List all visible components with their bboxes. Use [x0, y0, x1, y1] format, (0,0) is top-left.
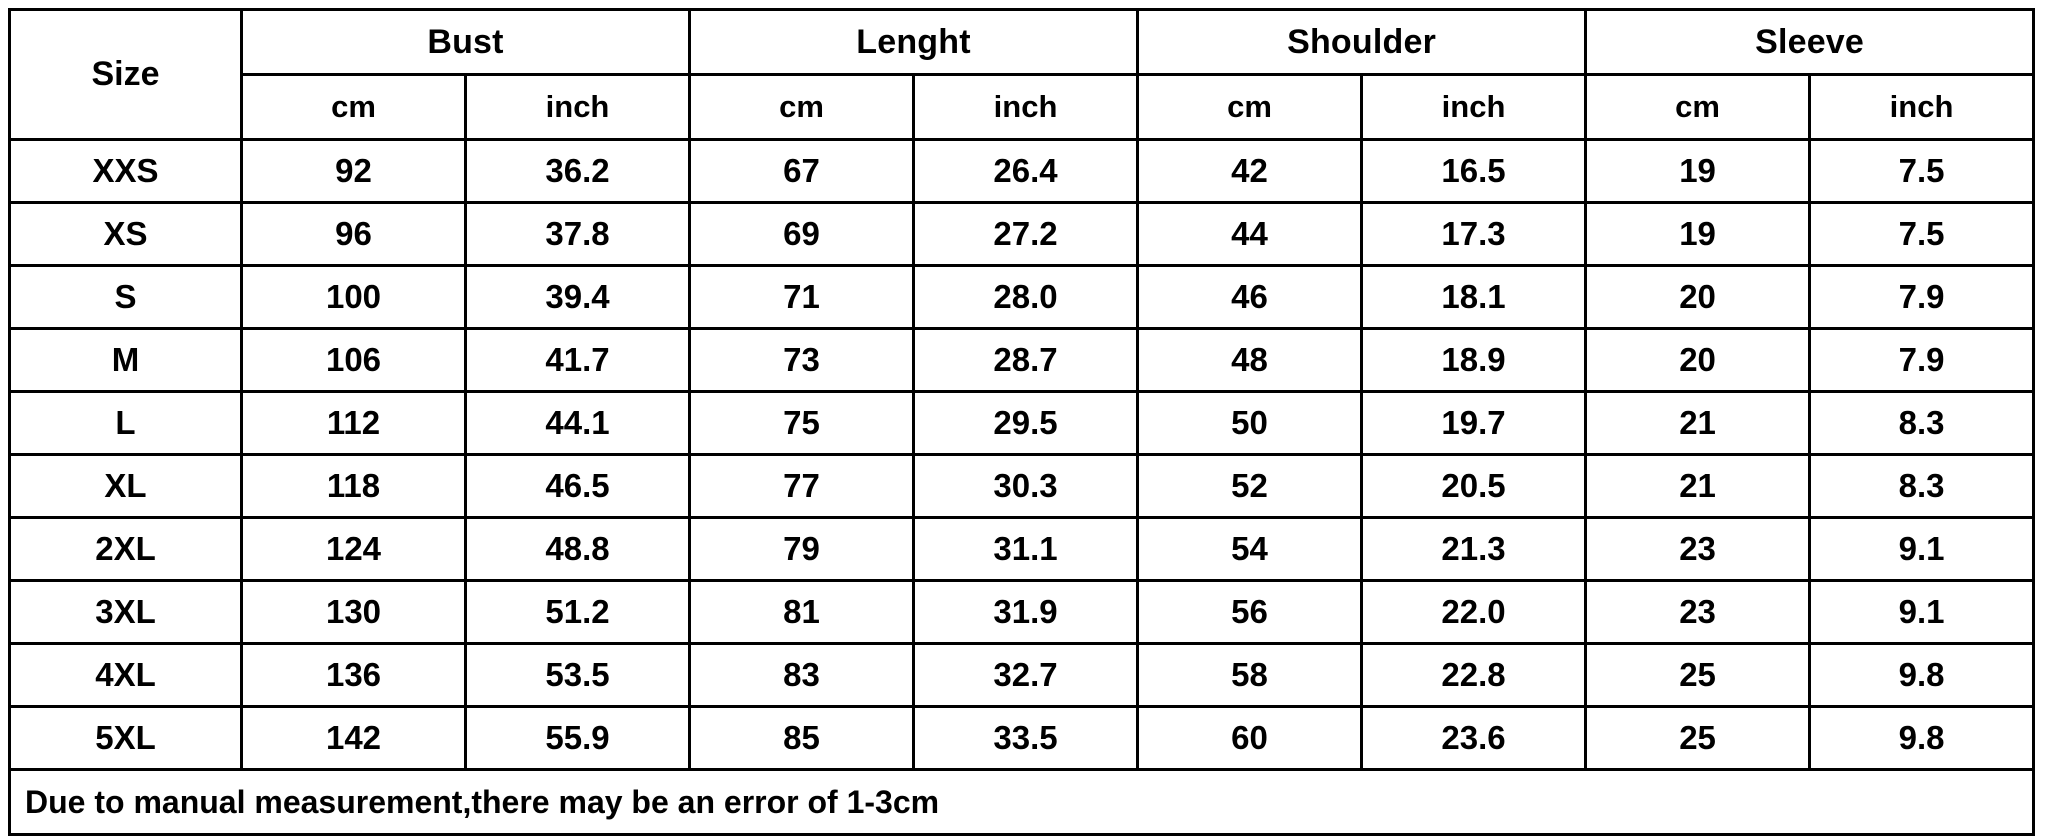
cell-sleeve-inch: 9.1	[1810, 518, 2034, 581]
unit-header-sleeve-cm: cm	[1586, 75, 1810, 140]
cell-sleeve-inch: 8.3	[1810, 392, 2034, 455]
cell-shoulder-cm: 44	[1138, 203, 1362, 266]
cell-lenght-inch: 33.5	[914, 707, 1138, 770]
cell-shoulder-cm: 60	[1138, 707, 1362, 770]
table-row	[10, 203, 2034, 266]
cell-bust-inch: 41.7	[466, 329, 690, 392]
table-row	[10, 581, 2034, 644]
cell-lenght-cm: 85	[690, 707, 914, 770]
size-label: M	[10, 329, 242, 392]
cell-shoulder-inch: 17.3	[1362, 203, 1586, 266]
column-group-shoulder: Shoulder	[1138, 10, 1586, 75]
cell-sleeve-inch: 7.9	[1810, 329, 2034, 392]
cell-sleeve-inch: 8.3	[1810, 455, 2034, 518]
cell-shoulder-inch: 16.5	[1362, 140, 1586, 203]
size-label: 4XL	[10, 644, 242, 707]
cell-bust-inch: 53.5	[466, 644, 690, 707]
cell-sleeve-inch: 7.5	[1810, 140, 2034, 203]
measurement-note: Due to manual measurement,there may be an error of 1-3cm	[10, 770, 2034, 835]
cell-bust-cm: 92	[242, 140, 466, 203]
cell-sleeve-cm: 25	[1586, 707, 1810, 770]
cell-bust-cm: 136	[242, 644, 466, 707]
cell-shoulder-inch: 20.5	[1362, 455, 1586, 518]
unit-header-lenght-inch: inch	[914, 75, 1138, 140]
cell-bust-inch: 48.8	[466, 518, 690, 581]
cell-sleeve-cm: 19	[1586, 203, 1810, 266]
cell-shoulder-inch: 18.1	[1362, 266, 1586, 329]
cell-sleeve-cm: 25	[1586, 644, 1810, 707]
cell-lenght-inch: 31.1	[914, 518, 1138, 581]
cell-sleeve-cm: 21	[1586, 392, 1810, 455]
size-label: XS	[10, 203, 242, 266]
cell-shoulder-cm: 56	[1138, 581, 1362, 644]
size-chart-sheet	[8, 8, 2038, 836]
column-group-sleeve: Sleeve	[1586, 10, 2034, 75]
unit-header-sleeve-inch: inch	[1810, 75, 2034, 140]
cell-lenght-inch: 28.7	[914, 329, 1138, 392]
cell-bust-inch: 55.9	[466, 707, 690, 770]
table-header	[10, 10, 2034, 140]
table-footer	[10, 770, 2034, 835]
cell-lenght-cm: 79	[690, 518, 914, 581]
cell-shoulder-cm: 52	[1138, 455, 1362, 518]
size-label: L	[10, 392, 242, 455]
cell-shoulder-inch: 21.3	[1362, 518, 1586, 581]
header-row-groups	[10, 10, 2034, 75]
footer-row	[10, 770, 2034, 835]
cell-sleeve-inch: 9.1	[1810, 581, 2034, 644]
cell-bust-inch: 44.1	[466, 392, 690, 455]
table-row	[10, 455, 2034, 518]
table-row	[10, 518, 2034, 581]
unit-header-bust-inch: inch	[466, 75, 690, 140]
unit-header-bust-cm: cm	[242, 75, 466, 140]
cell-bust-cm: 100	[242, 266, 466, 329]
header-row-units	[10, 75, 2034, 140]
cell-lenght-inch: 32.7	[914, 644, 1138, 707]
column-group-bust: Bust	[242, 10, 690, 75]
cell-shoulder-cm: 48	[1138, 329, 1362, 392]
table-body	[10, 140, 2034, 770]
size-label: 2XL	[10, 518, 242, 581]
size-label: S	[10, 266, 242, 329]
unit-header-shoulder-inch: inch	[1362, 75, 1586, 140]
cell-bust-cm: 96	[242, 203, 466, 266]
cell-shoulder-inch: 23.6	[1362, 707, 1586, 770]
cell-bust-cm: 130	[242, 581, 466, 644]
cell-lenght-inch: 29.5	[914, 392, 1138, 455]
cell-shoulder-cm: 54	[1138, 518, 1362, 581]
size-label: XL	[10, 455, 242, 518]
cell-lenght-cm: 77	[690, 455, 914, 518]
table-row	[10, 140, 2034, 203]
cell-sleeve-cm: 21	[1586, 455, 1810, 518]
cell-shoulder-inch: 22.0	[1362, 581, 1586, 644]
cell-sleeve-inch: 9.8	[1810, 707, 2034, 770]
cell-bust-cm: 142	[242, 707, 466, 770]
column-header-size: Size	[10, 10, 242, 140]
unit-header-shoulder-cm: cm	[1138, 75, 1362, 140]
cell-lenght-cm: 81	[690, 581, 914, 644]
cell-bust-cm: 124	[242, 518, 466, 581]
cell-lenght-inch: 30.3	[914, 455, 1138, 518]
table-row	[10, 266, 2034, 329]
cell-lenght-inch: 28.0	[914, 266, 1138, 329]
cell-shoulder-inch: 19.7	[1362, 392, 1586, 455]
cell-bust-inch: 46.5	[466, 455, 690, 518]
cell-lenght-cm: 71	[690, 266, 914, 329]
cell-lenght-cm: 67	[690, 140, 914, 203]
cell-bust-inch: 51.2	[466, 581, 690, 644]
size-label: XXS	[10, 140, 242, 203]
table-row	[10, 707, 2034, 770]
cell-sleeve-cm: 20	[1586, 329, 1810, 392]
size-label: 5XL	[10, 707, 242, 770]
table-row	[10, 644, 2034, 707]
cell-shoulder-cm: 42	[1138, 140, 1362, 203]
cell-lenght-cm: 73	[690, 329, 914, 392]
cell-lenght-cm: 75	[690, 392, 914, 455]
cell-shoulder-cm: 46	[1138, 266, 1362, 329]
cell-lenght-cm: 83	[690, 644, 914, 707]
cell-shoulder-cm: 50	[1138, 392, 1362, 455]
column-group-lenght: Lenght	[690, 10, 1138, 75]
cell-lenght-cm: 69	[690, 203, 914, 266]
cell-sleeve-inch: 7.5	[1810, 203, 2034, 266]
cell-shoulder-cm: 58	[1138, 644, 1362, 707]
size-chart-table	[8, 8, 2035, 836]
cell-bust-inch: 37.8	[466, 203, 690, 266]
cell-bust-inch: 39.4	[466, 266, 690, 329]
cell-bust-cm: 106	[242, 329, 466, 392]
cell-sleeve-inch: 9.8	[1810, 644, 2034, 707]
cell-lenght-inch: 27.2	[914, 203, 1138, 266]
table-row	[10, 392, 2034, 455]
cell-shoulder-inch: 18.9	[1362, 329, 1586, 392]
cell-sleeve-cm: 23	[1586, 581, 1810, 644]
cell-shoulder-inch: 22.8	[1362, 644, 1586, 707]
size-label: 3XL	[10, 581, 242, 644]
cell-bust-inch: 36.2	[466, 140, 690, 203]
cell-sleeve-cm: 20	[1586, 266, 1810, 329]
cell-lenght-inch: 26.4	[914, 140, 1138, 203]
cell-sleeve-cm: 19	[1586, 140, 1810, 203]
cell-bust-cm: 112	[242, 392, 466, 455]
unit-header-lenght-cm: cm	[690, 75, 914, 140]
cell-lenght-inch: 31.9	[914, 581, 1138, 644]
cell-sleeve-cm: 23	[1586, 518, 1810, 581]
cell-bust-cm: 118	[242, 455, 466, 518]
table-row	[10, 329, 2034, 392]
cell-sleeve-inch: 7.9	[1810, 266, 2034, 329]
